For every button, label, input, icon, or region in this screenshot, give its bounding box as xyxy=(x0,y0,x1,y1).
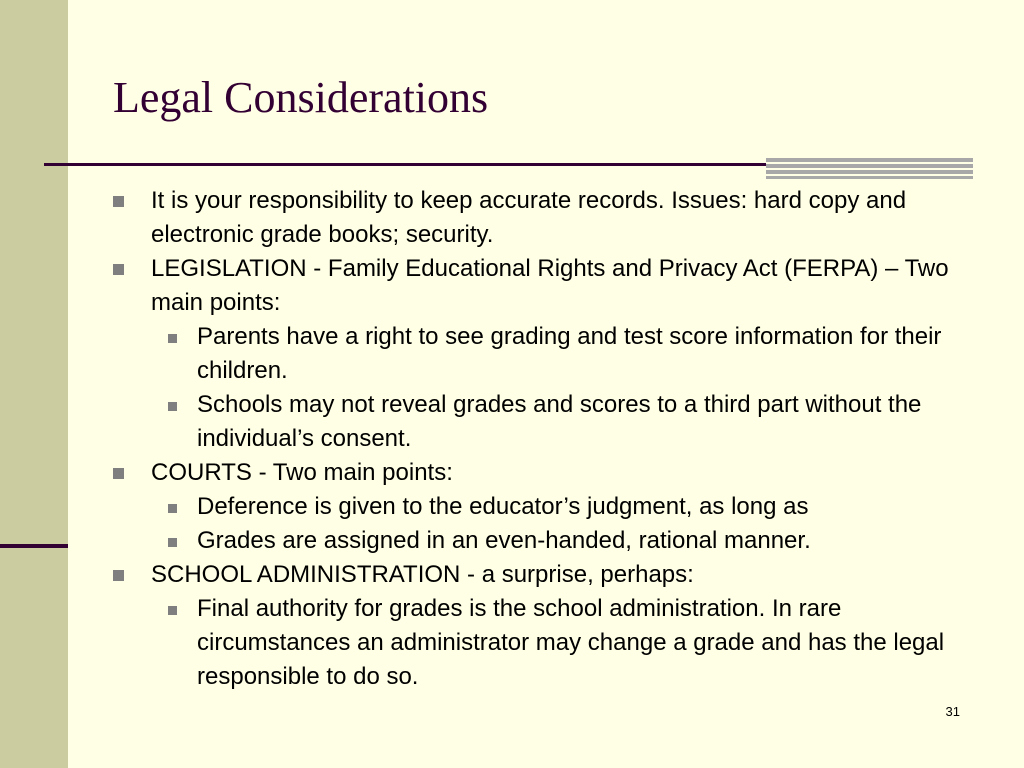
square-sub-bullet-icon xyxy=(168,606,177,615)
square-bullet-icon xyxy=(113,196,124,207)
bullet-item xyxy=(113,558,953,592)
square-bullet-icon xyxy=(113,468,124,479)
square-bullet-icon xyxy=(113,264,124,275)
left-decorative-band xyxy=(0,0,68,768)
slide-page-number: 31 xyxy=(945,704,960,719)
sub-bullet-item xyxy=(159,592,953,694)
title-underline xyxy=(44,163,766,166)
title-underline-gray-stripes xyxy=(766,158,973,179)
square-sub-bullet-icon xyxy=(168,538,177,547)
sub-bullet-text: Parents have a right to see grading and test score information for their children. xyxy=(197,323,942,384)
square-sub-bullet-icon xyxy=(168,334,177,343)
bullet-item xyxy=(113,184,953,252)
slide-title: Legal Considerations xyxy=(113,73,489,122)
square-sub-bullet-icon xyxy=(168,402,177,411)
sub-bullet-text: Schools may not reveal grades and scores to a third part without the individual’s consent. xyxy=(197,391,922,452)
sub-bullet-text: Grades are assigned in an even-handed, rational manner. xyxy=(197,527,811,554)
square-bullet-icon xyxy=(113,570,124,581)
left-band-accent-line xyxy=(0,544,68,548)
sub-bullet-item xyxy=(159,320,953,388)
slide-body xyxy=(113,184,953,694)
square-sub-bullet-icon xyxy=(168,504,177,513)
bullet-item xyxy=(113,456,953,490)
sub-bullet-item xyxy=(159,490,953,524)
bullet-item xyxy=(113,252,953,320)
bullet-text: It is your responsibility to keep accurate records. Issues: hard copy and electronic grade books; security. xyxy=(151,187,907,248)
sub-bullet-text: Deference is given to the educator’s judgment, as long as xyxy=(197,493,809,520)
sub-bullet-item xyxy=(159,388,953,456)
bullet-text: SCHOOL ADMINISTRATION - a surprise, perhaps: xyxy=(151,561,694,588)
sub-bullet-text: Final authority for grades is the school administration. In rare circumstances an administrator may change a grade and has the legal responsible to do so. xyxy=(197,595,945,690)
bullet-text: COURTS - Two main points: xyxy=(151,459,453,486)
sub-bullet-item xyxy=(159,524,953,558)
bullet-text: LEGISLATION - Family Educational Rights and Privacy Act (FERPA) – Two main points: xyxy=(151,255,949,316)
